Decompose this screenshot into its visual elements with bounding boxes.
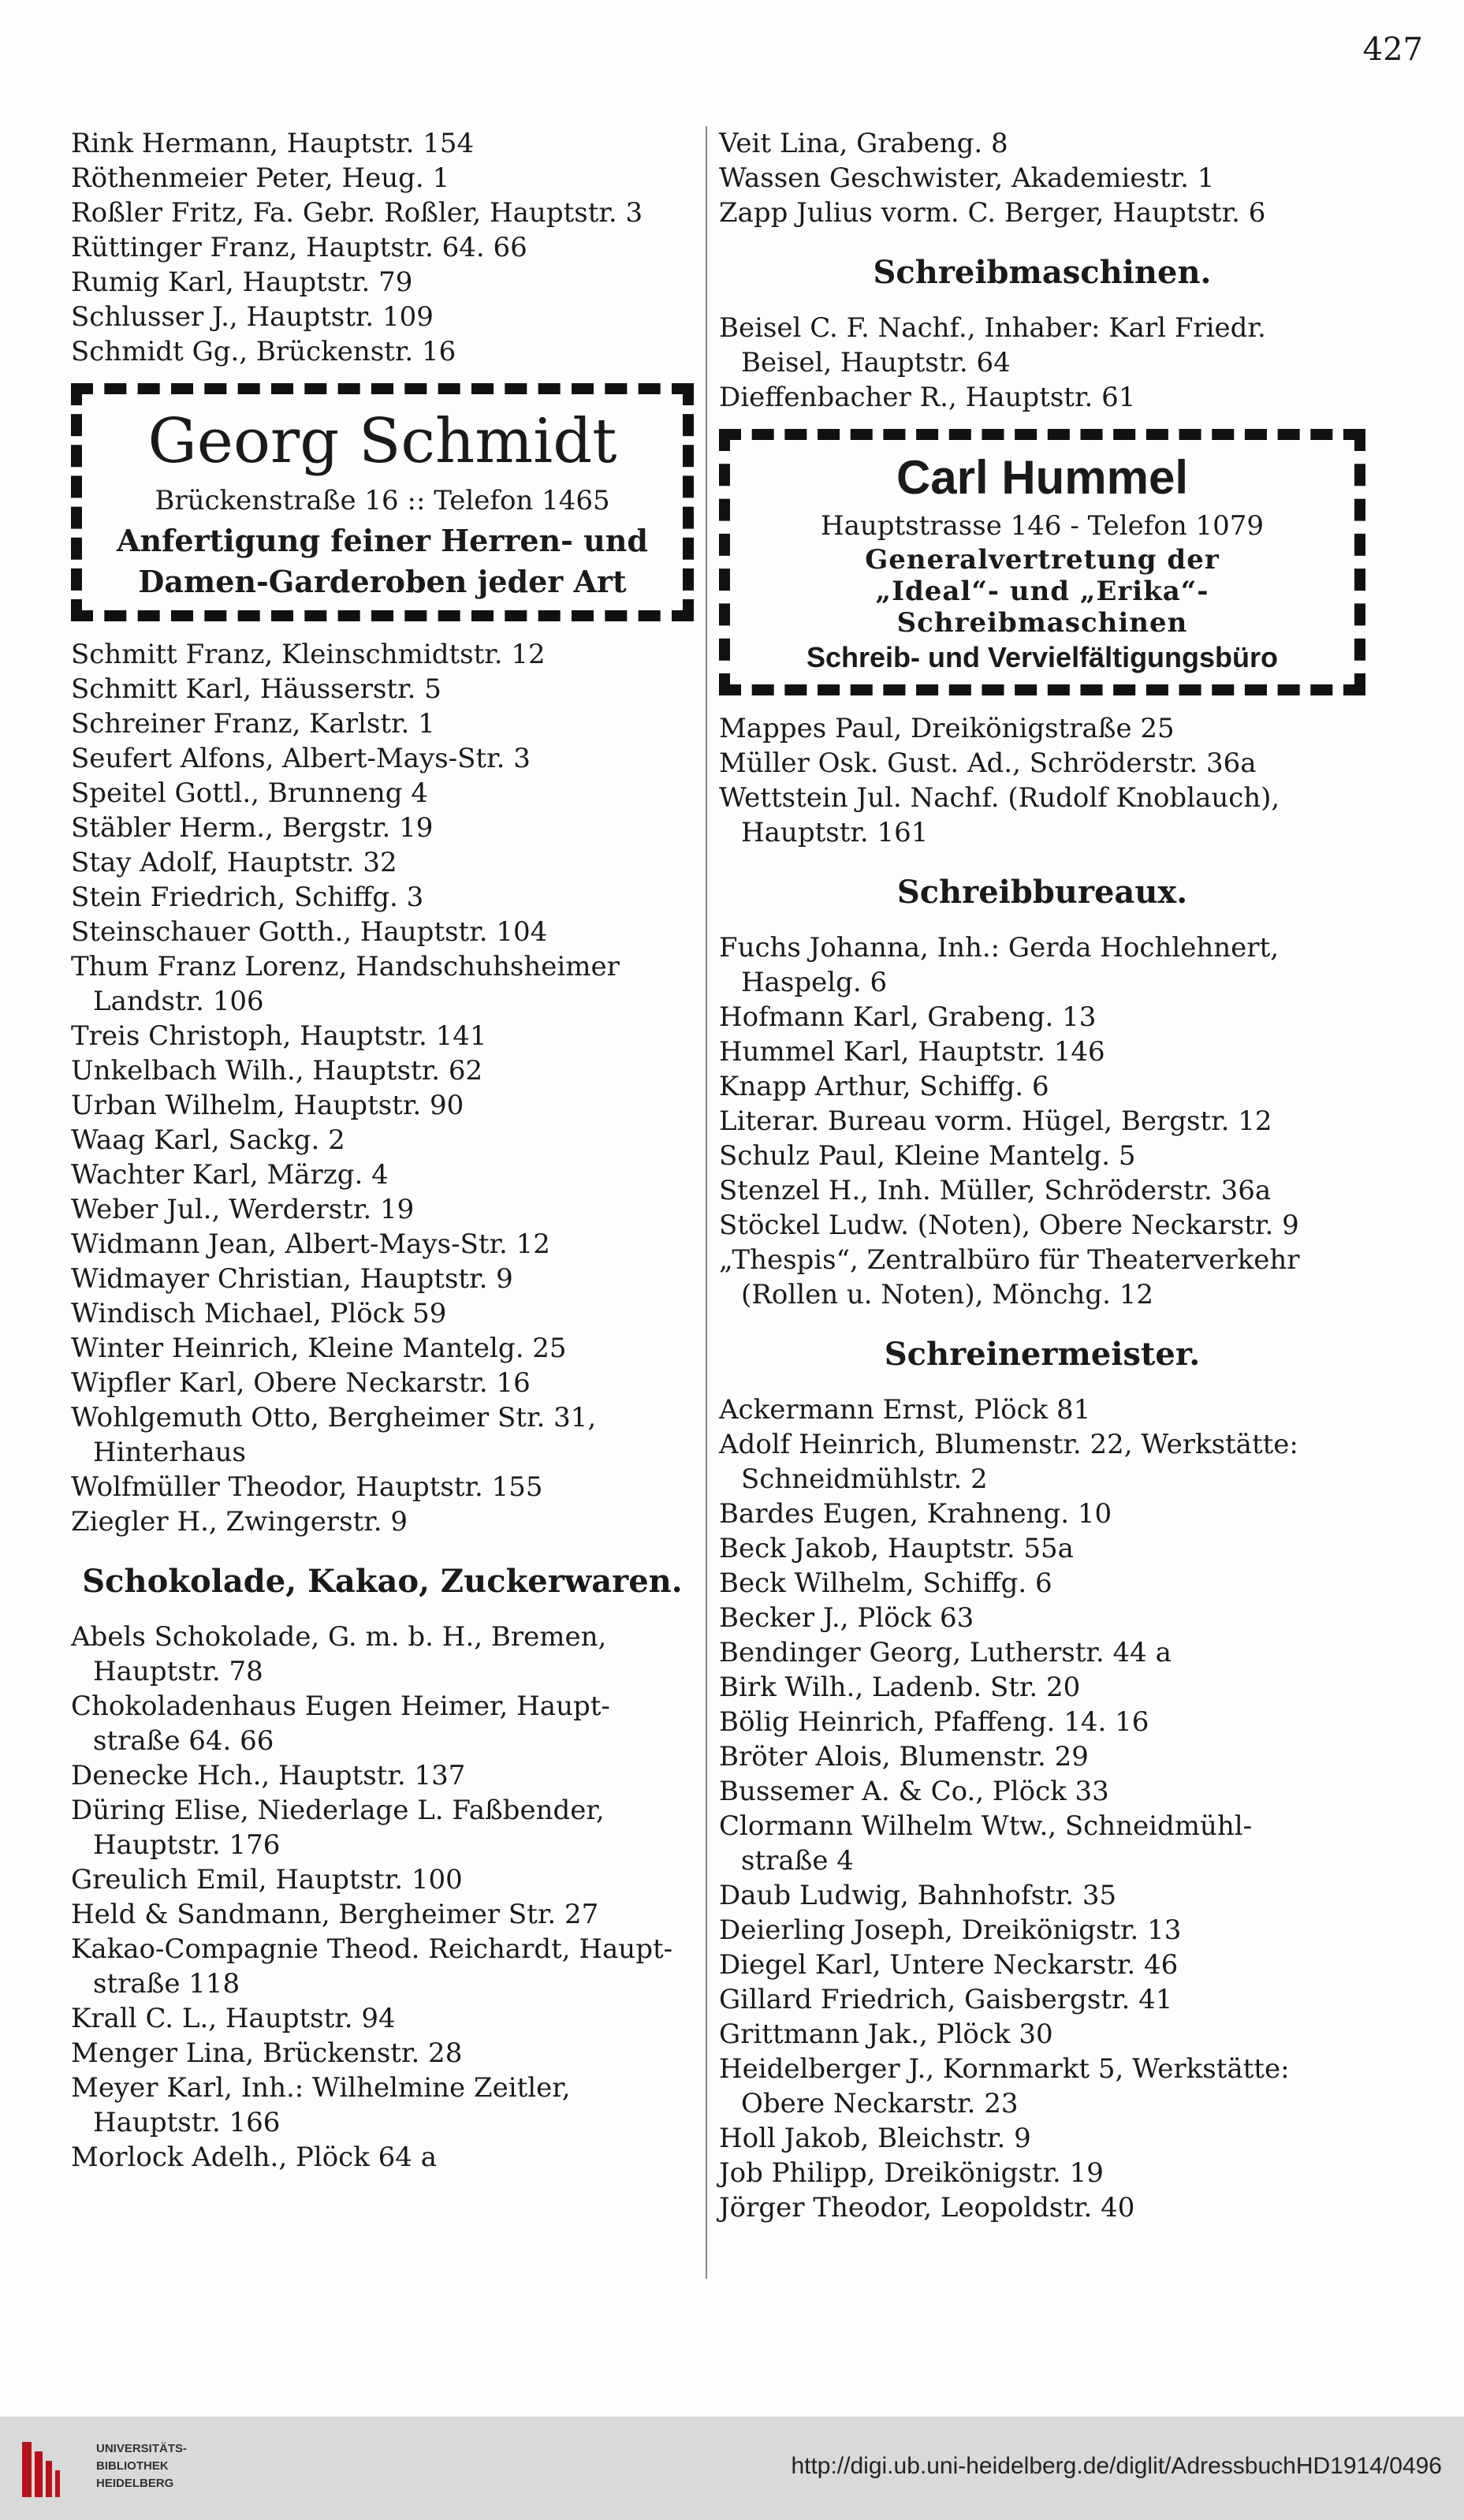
directory-entry: Thum Franz Lorenz, Handschuhsheimer	[71, 951, 620, 982]
directory-entry: Urban Wilhelm, Hauptstr. 90	[71, 1090, 464, 1121]
directory-entry: Meyer Karl, Inh.: Wilhelmine Zeitler,	[71, 2072, 571, 2104]
directory-entry: Schreiner Franz, Karlstr. 1	[71, 708, 435, 740]
directory-entry: Abels Schokolade, G. m. b. H., Bremen,	[71, 1621, 607, 1653]
directory-entry: Wolfmüller Theodor, Hauptstr. 155	[71, 1471, 543, 1503]
directory-entry: Grittmann Jak., Plöck 30	[719, 2019, 1053, 2050]
directory-entry: straße 118	[93, 1968, 240, 2000]
directory-entry: Krall C. L., Hauptstr. 94	[71, 2003, 396, 2034]
library-name-line: BIBLIOTHEK	[96, 2459, 169, 2473]
ad-contact: Brückenstraße 16 :: Telefon 1465	[155, 485, 610, 516]
directory-entry: Deierling Joseph, Dreikönigstr. 13	[719, 1914, 1182, 1946]
directory-entry: Waag Karl, Sackg. 2	[71, 1124, 345, 1156]
ad-tagline-1: Anfertigung feiner Herren- und	[116, 523, 649, 558]
directory-entry: Beck Jakob, Hauptstr. 55a	[719, 1533, 1074, 1564]
directory-entry: Schneidmühlstr. 2	[741, 1463, 988, 1495]
directory-entry: Schlusser J., Hauptstr. 109	[71, 301, 434, 333]
directory-entry: Hauptstr. 161	[741, 817, 929, 848]
section-heading-schreinermeister: Schreinermeister.	[884, 1336, 1201, 1373]
directory-entry: Beisel, Hauptstr. 64	[741, 347, 1011, 378]
ad-company-name: Georg Schmidt	[147, 406, 617, 477]
directory-entry: Wohlgemuth Otto, Bergheimer Str. 31,	[71, 1402, 597, 1433]
directory-entry: Hauptstr. 166	[93, 2107, 281, 2138]
directory-entry: Fuchs Johanna, Inh.: Gerda Hochlehnert,	[719, 932, 1279, 964]
schreibbureaux-entries	[719, 930, 1365, 1312]
directory-entry: „Thespis“, Zentralbüro für Theaterverkehr	[719, 1244, 1300, 1276]
directory-entry: Hauptstr. 78	[93, 1656, 263, 1687]
section-heading-schreibbureaux: Schreibbureaux.	[896, 874, 1188, 911]
directory-entry: Beck Wilhelm, Schiffg. 6	[719, 1568, 1052, 1599]
directory-entry: Holl Jakob, Bleichstr. 9	[719, 2123, 1031, 2154]
directory-entry: Adolf Heinrich, Blumenstr. 22, Werkstätte:	[719, 1429, 1298, 1460]
directory-entry: Ackermann Ernst, Plöck 81	[719, 1394, 1091, 1426]
ad-contact: Hauptstrasse 146 - Telefon 1079	[820, 510, 1265, 542]
directory-entry: (Rollen u. Noten), Mönchg. 12	[741, 1279, 1153, 1310]
directory-entry: straße 64. 66	[93, 1725, 274, 1757]
section-heading-schreibmaschinen: Schreibmaschinen.	[873, 254, 1212, 291]
directory-entry: Literar. Bureau vorm. Hügel, Bergstr. 12	[719, 1105, 1272, 1137]
library-name-line: HEIDELBERG	[96, 2477, 174, 2490]
page-number: 427	[1362, 32, 1423, 68]
directory-entry: Winter Heinrich, Kleine Mantelg. 25	[71, 1333, 567, 1364]
left-entries-top	[71, 126, 694, 369]
directory-entry: Hofmann Karl, Grabeng. 13	[719, 1001, 1097, 1033]
directory-entry: Zapp Julius vorm. C. Berger, Hauptstr. 6	[719, 197, 1266, 229]
directory-entry: Bardes Eugen, Krahneng. 10	[719, 1498, 1112, 1530]
library-name-line: UNIVERSITÄTS-	[96, 2442, 188, 2455]
directory-entry: Bendinger Georg, Lutherstr. 44 a	[719, 1637, 1172, 1668]
directory-entry: Müller Osk. Gust. Ad., Schröderstr. 36a	[719, 747, 1257, 779]
directory-entry: Birk Wilh., Ladenb. Str. 20	[719, 1672, 1081, 1703]
directory-entry: Kakao-Compagnie Theod. Reichardt, Haupt-	[71, 1933, 673, 1965]
ad-tagline-1: Generalvertretung der	[865, 544, 1220, 576]
library-name	[96, 2440, 187, 2492]
source-url-link[interactable]: http://digi.ub.uni-heidelberg.de/diglit/AdressbuchHD1914/0496	[791, 2453, 1442, 2479]
directory-entry: Landstr. 106	[93, 986, 264, 1017]
carl-hummel-advertisement	[719, 429, 1365, 695]
ad-tagline-2: Damen-Garderoben jeder Art	[138, 564, 627, 599]
right-column	[719, 126, 1365, 2225]
ad-company-name: Carl Hummel	[896, 451, 1189, 504]
directory-entry: Mappes Paul, Dreikönigstraße 25	[719, 713, 1175, 744]
directory-entry: Seufert Alfons, Albert-Mays-Str. 3	[71, 743, 531, 774]
directory-entry: Hummel Karl, Hauptstr. 146	[719, 1036, 1105, 1068]
directory-entry: Roßler Fritz, Fa. Gebr. Roßler, Hauptstr. 3	[71, 197, 643, 229]
university-library-logo	[17, 2434, 88, 2505]
directory-entry: Rüttinger Franz, Hauptstr. 64. 66	[71, 232, 527, 263]
footer-bar	[0, 2417, 1464, 2520]
directory-entry: Chokoladenhaus Eugen Heimer, Haupt-	[71, 1691, 610, 1722]
ad-tagline-2: „Ideal“- und „Erika“-	[875, 576, 1209, 607]
directory-entry: Schmitt Karl, Häusserstr. 5	[71, 673, 441, 705]
directory-entry: Röthenmeier Peter, Heug. 1	[71, 162, 450, 194]
directory-entry: Wachter Karl, Märzg. 4	[71, 1159, 389, 1191]
directory-entry: Stenzel H., Inh. Müller, Schröderstr. 36a	[719, 1175, 1272, 1206]
directory-entry: Becker J., Plöck 63	[719, 1602, 974, 1634]
directory-entry: Speitel Gottl., Brunneng 4	[71, 777, 428, 809]
ad-tagline-4: Schreib- und Vervielfältigungsbüro	[806, 641, 1279, 673]
section-heading-schokolade: Schokolade, Kakao, Zuckerwaren.	[82, 1563, 683, 1600]
directory-entry: Hinterhaus	[93, 1437, 246, 1468]
right-entries-after-ad	[719, 711, 1365, 850]
directory-entry: Job Philipp, Dreikönigstr. 19	[719, 2157, 1104, 2189]
directory-entry: Dieffenbacher R., Hauptstr. 61	[719, 382, 1136, 413]
directory-entry: Widmann Jean, Albert-Mays-Str. 12	[71, 1228, 550, 1260]
directory-entry: Stay Adolf, Hauptstr. 32	[71, 847, 397, 878]
directory-entry: Schmitt Franz, Kleinschmidtstr. 12	[71, 639, 546, 670]
directory-entry: Veit Lina, Grabeng. 8	[719, 128, 1008, 159]
directory-entry: Stöckel Ludw. (Noten), Obere Neckarstr. 9	[719, 1210, 1299, 1241]
directory-entry: Morlock Adelh., Plöck 64 a	[71, 2142, 437, 2173]
directory-entry: Jörger Theodor, Leopoldstr. 40	[719, 2192, 1135, 2224]
schreinermeister-entries	[719, 1392, 1365, 2225]
directory-entry: Menger Lina, Brückenstr. 28	[71, 2037, 463, 2069]
georg-schmidt-advertisement	[71, 383, 694, 621]
left-column	[71, 126, 694, 2175]
directory-entry: Rink Hermann, Hauptstr. 154	[71, 128, 475, 159]
directory-entry: Knapp Arthur, Schiffg. 6	[719, 1071, 1049, 1102]
directory-entry: Widmayer Christian, Hauptstr. 9	[71, 1263, 513, 1295]
directory-entry: Gillard Friedrich, Gaisbergstr. 41	[719, 1984, 1173, 2015]
directory-entry: Bölig Heinrich, Pfaffeng. 14. 16	[719, 1706, 1149, 1738]
directory-entry: Wassen Geschwister, Akademiestr. 1	[719, 162, 1215, 194]
directory-entry: Beisel C. F. Nachf., Inhaber: Karl Friedr.	[719, 312, 1266, 344]
directory-entry: Steinschauer Gotth., Hauptstr. 104	[71, 916, 548, 948]
directory-entry: Windisch Michael, Plöck 59	[71, 1298, 447, 1329]
schreibmaschinen-entries	[719, 311, 1365, 415]
directory-entry: Bröter Alois, Blumenstr. 29	[719, 1741, 1089, 1773]
directory-entry: Treis Christoph, Hauptstr. 141	[71, 1020, 487, 1052]
directory-entry: Haspelg. 6	[741, 967, 888, 998]
column-divider	[706, 126, 707, 2279]
directory-entry: Schmidt Gg., Brückenstr. 16	[71, 336, 456, 367]
directory-entry: Unkelbach Wilh., Hauptstr. 62	[71, 1055, 483, 1087]
directory-entry: Stein Friedrich, Schiffg. 3	[71, 882, 424, 913]
directory-entry: Held & Sandmann, Bergheimer Str. 27	[71, 1899, 599, 1930]
directory-entry: Weber Jul., Werderstr. 19	[71, 1194, 415, 1225]
directory-entry: Rumig Karl, Hauptstr. 79	[71, 267, 413, 298]
directory-entry: Wipfler Karl, Obere Neckarstr. 16	[71, 1367, 531, 1399]
left-entries-bottom	[71, 1620, 694, 2175]
directory-entry: Ziegler H., Zwingerstr. 9	[71, 1506, 408, 1538]
directory-entry: Hauptstr. 176	[93, 1829, 281, 1861]
directory-entry: Denecke Hch., Hauptstr. 137	[71, 1760, 466, 1791]
directory-entry: Clormann Wilhelm Wtw., Schneidmühl-	[719, 1810, 1253, 1842]
directory-entry: Obere Neckarstr. 23	[741, 2088, 1019, 2119]
ad-tagline-3: Schreibmaschinen	[896, 607, 1188, 639]
directory-entry: Greulich Emil, Hauptstr. 100	[71, 1864, 463, 1896]
right-entries-top	[719, 126, 1365, 230]
directory-entry: Schulz Paul, Kleine Mantelg. 5	[719, 1140, 1136, 1172]
directory-entry: Stäbler Herm., Bergstr. 19	[71, 812, 434, 844]
directory-entry: Diegel Karl, Untere Neckarstr. 46	[719, 1949, 1179, 1981]
left-entries-mid	[71, 637, 694, 1539]
directory-entry: Wettstein Jul. Nachf. (Rudolf Knoblauch),	[719, 782, 1280, 814]
directory-entry: straße 4	[741, 1845, 854, 1877]
directory-entry: Heidelberger J., Kornmarkt 5, Werkstätte:	[719, 2053, 1290, 2085]
directory-entry: Düring Elise, Niederlage L. Faßbender,	[71, 1795, 605, 1826]
directory-entry: Daub Ludwig, Bahnhofstr. 35	[719, 1880, 1117, 1911]
directory-entry: Bussemer A. & Co., Plöck 33	[719, 1776, 1109, 1807]
